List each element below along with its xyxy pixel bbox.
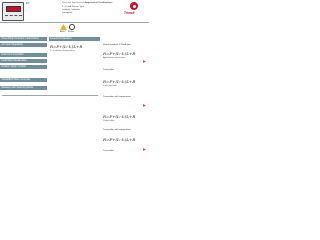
- formula-2-note: Application instructions: [103, 57, 126, 59]
- cert-iec-icon: [69, 24, 75, 30]
- accent-arrow-icon-2: [143, 104, 146, 107]
- formula-3-note: Limit selection: [103, 85, 117, 87]
- body-text-block: [2, 95, 98, 140]
- accent-arrow-icon: [143, 60, 146, 63]
- formula-3: R=F+(I₀-I₁)L+R: [103, 79, 136, 84]
- sidebar-bar-5: Isolation plugin module: [0, 65, 47, 69]
- side-label-4: Transmitter with temperature: [103, 129, 131, 131]
- header-description-3: transmitter: [62, 12, 73, 14]
- sidebar-bar-3: Dual Communication: [0, 53, 47, 57]
- cert-ex-icon: [60, 24, 67, 30]
- sidebar-bar-4: Fault Data Visualization: [0, 59, 47, 63]
- side-label-2: Transmitter: [103, 69, 114, 71]
- device-terminals: [5, 15, 22, 19]
- formula-1: R=F+(I₀-I₁)L+R: [50, 44, 83, 49]
- formula-4: R=F+(I₀-I₁)L+R: [103, 114, 136, 119]
- brand-name: Trimell: [124, 11, 135, 15]
- header-label-technical: Technical Specifications: [62, 2, 86, 4]
- header-label-approvals: Approvals & Certifications: [85, 2, 113, 4]
- cert-ex-label: ATEX: [60, 31, 66, 33]
- device-display: [6, 6, 21, 12]
- sidebar-bar-7: Dataway with Switching Mode: [0, 86, 47, 90]
- accent-arrow-icon-3: [143, 148, 146, 151]
- header-description-2: Isolation, Indicator,: [62, 9, 81, 11]
- section-right-title: General Explanation: [49, 37, 100, 41]
- formula-2: R=F+(I₀-I₁)L+R: [103, 51, 136, 56]
- sidebar-bar-1: Panel Bright Activation deactivation: [0, 37, 47, 41]
- sidebar-bar-6: Shield/Bell Mode Controller: [0, 78, 47, 82]
- formula-5: R=F+(I₀-I₁)L+R: [103, 137, 136, 142]
- brand-logo: [122, 2, 146, 16]
- cert-iec-label: IECEx: [68, 31, 75, 33]
- header-title-fragment: ET: [26, 1, 30, 5]
- side-label-3: Transmitter with temperature: [103, 96, 131, 98]
- header-description-1: 4...20 mA Sensor Type: [62, 6, 85, 8]
- formula-4-note: Output data: [103, 120, 115, 122]
- formula-1-note: Tₐ = ambient temperature: [50, 50, 75, 52]
- device-illustration: [2, 2, 24, 21]
- logo-mark-inner-icon: [133, 5, 136, 8]
- sidebar-bar-2: AC View (Signalled): [0, 43, 47, 47]
- side-label-5: Transmitter: [103, 150, 114, 152]
- side-label-1: Rated standard 4-20mA type: [103, 44, 131, 46]
